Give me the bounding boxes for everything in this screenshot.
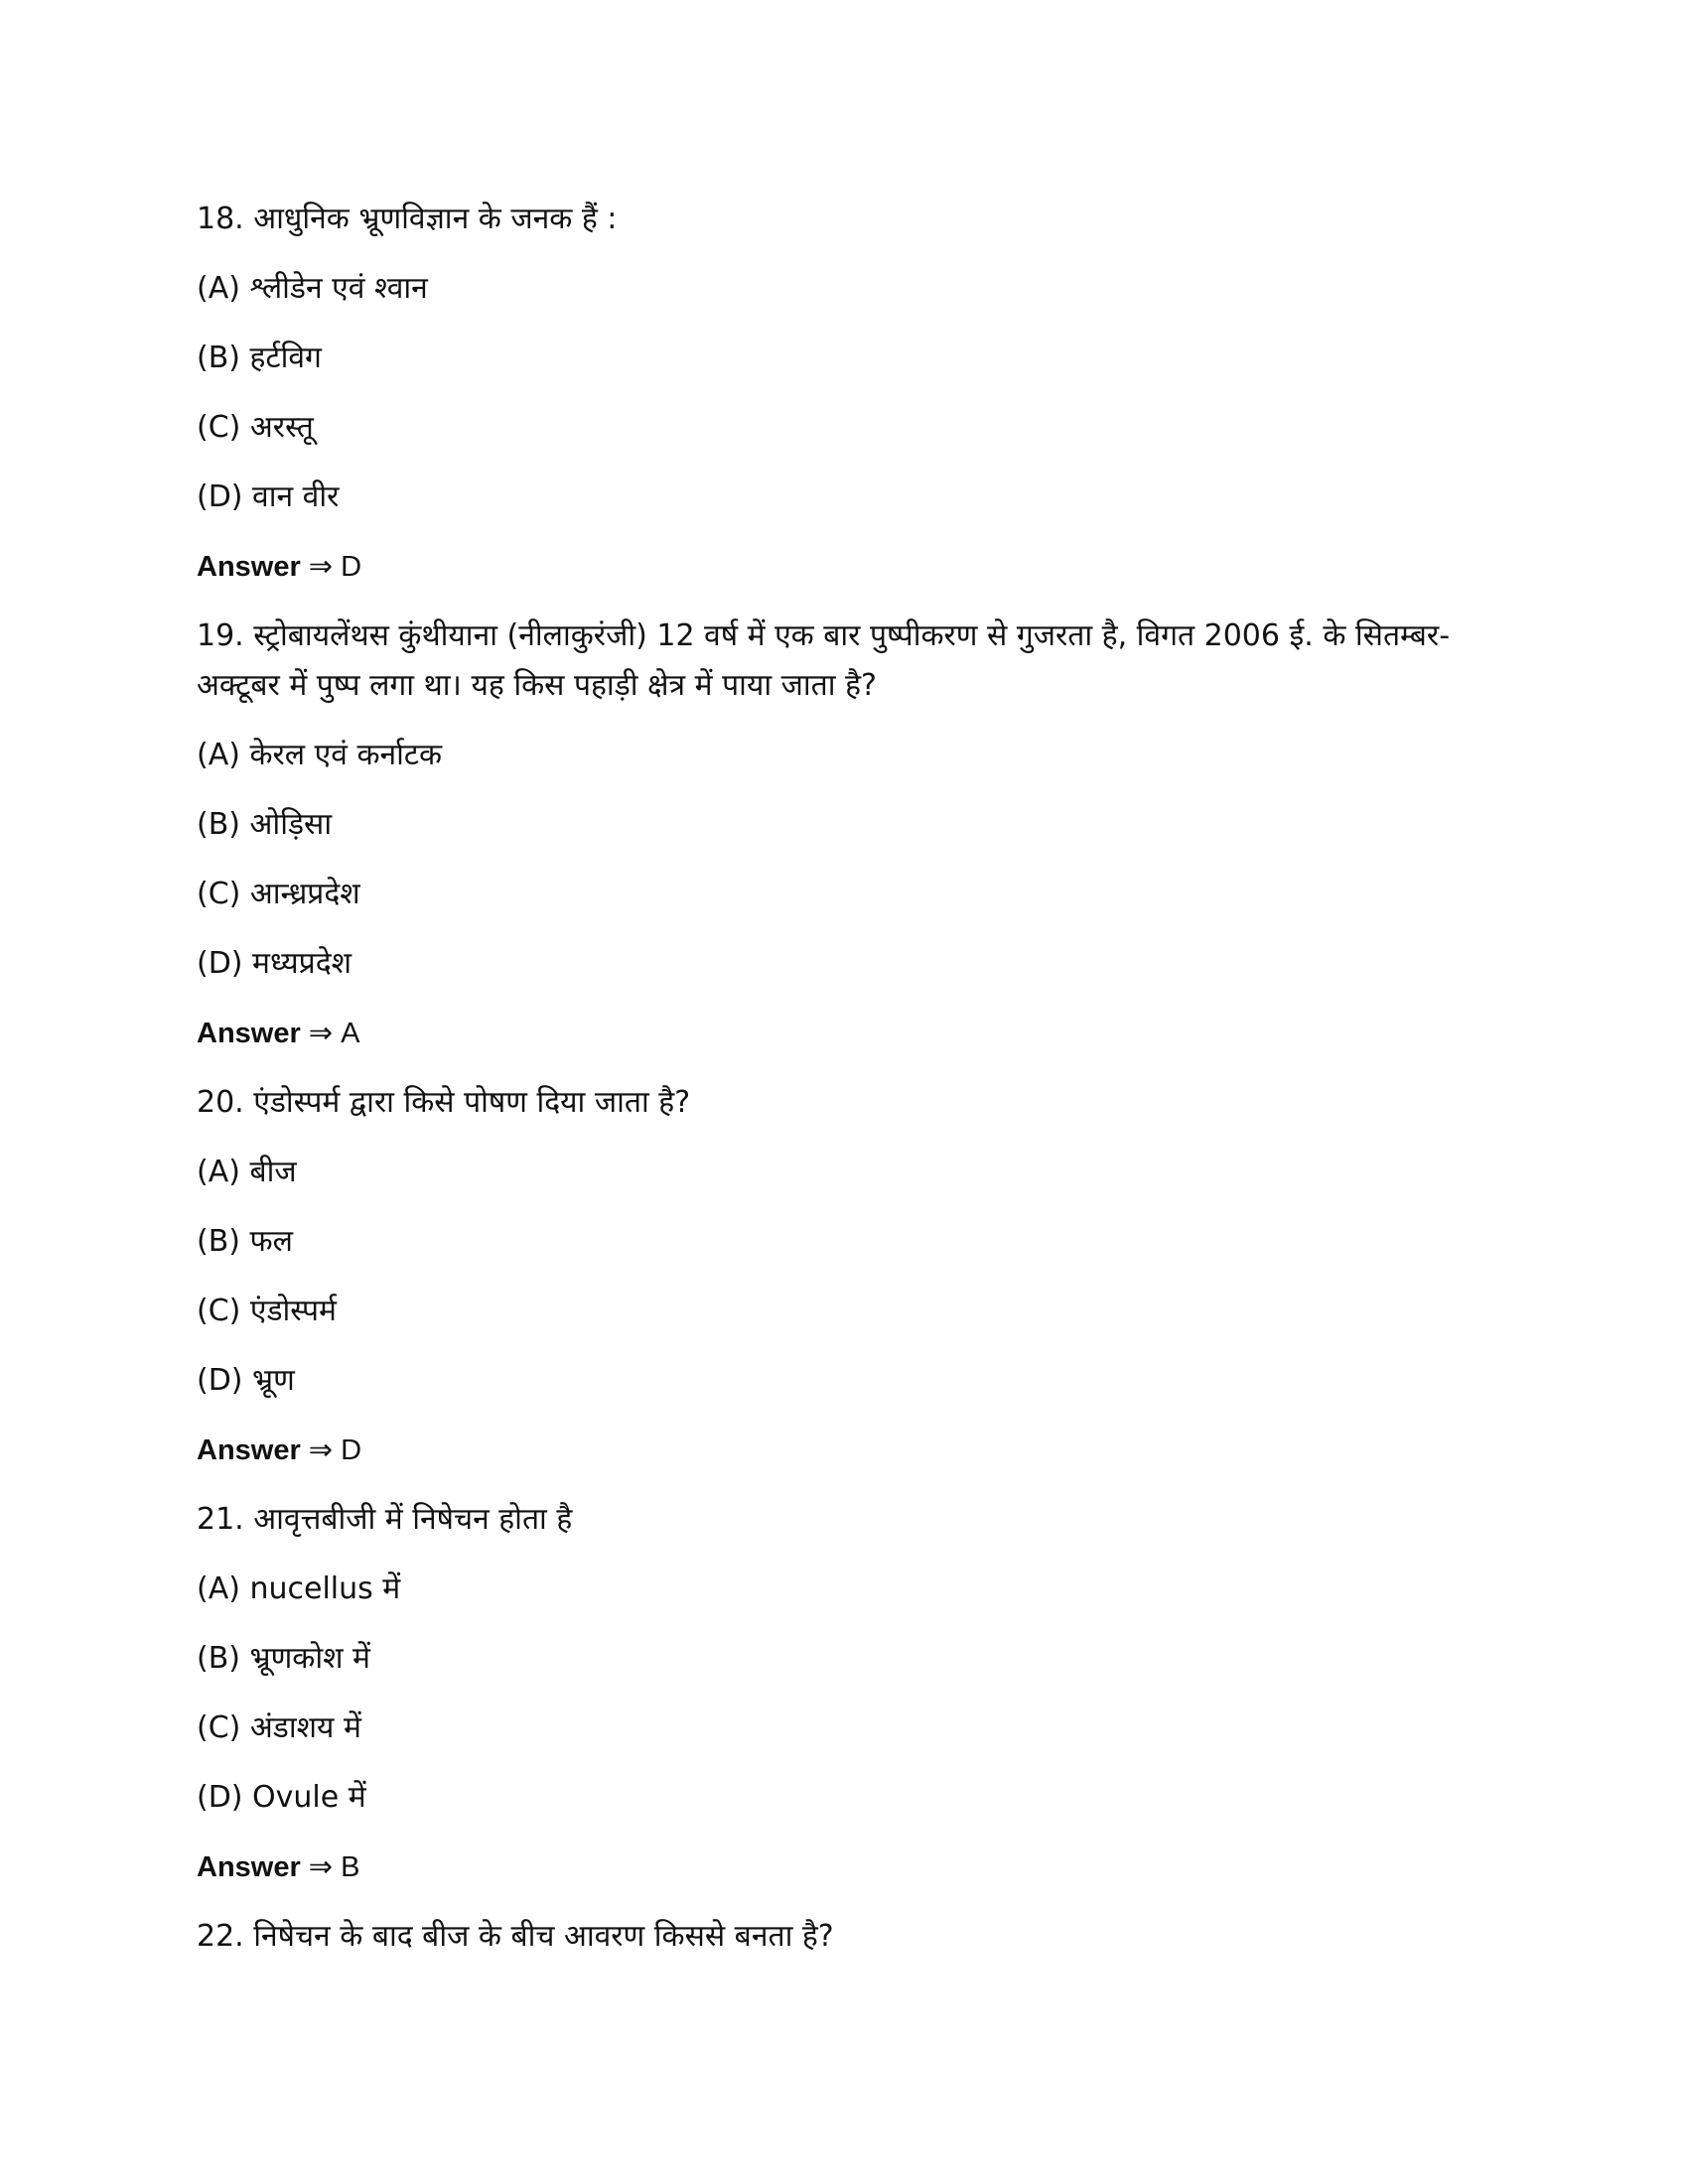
question-block-19 [197, 612, 1468, 1058]
question-text: 20. एंडोस्पर्म द्वारा किसे पोषण दिया जाता है? [197, 1085, 691, 1120]
option-d: (D) Ovule में [197, 1780, 366, 1815]
answer-line [197, 1009, 1468, 1058]
option-d: (D) वान वीर [197, 479, 340, 514]
question-text: 19. स्ट्रोबायलेंथस कुंथीयाना (नीलाकुरंजी) 12 वर्ष में एक बार पुष्पीकरण से गुजरता है, विगत 2006 ई. के सितम्बर-अक्टूबर में पुष्प लगा था। यह किस पहाड़ी क्षेत्र में पाया जाता है? [197, 618, 1451, 703]
option-a: (A) श्लीडेन एवं श्वान [197, 271, 428, 306]
option-b: (B) ओड़िसा [197, 807, 333, 842]
implies-arrow-icon: ⇒ [308, 1851, 334, 1883]
question-block-20 [197, 1078, 1468, 1475]
document-page [197, 195, 1468, 1981]
option-c: (C) एंडोस्पर्म [197, 1294, 337, 1328]
answer-line [197, 1426, 1468, 1475]
implies-arrow-icon: ⇒ [308, 1434, 334, 1466]
answer-value: D [341, 551, 362, 583]
answer-line [197, 1843, 1468, 1892]
option-a: (A) बीज [197, 1155, 297, 1189]
question-text: 22. निषेचन के बाद बीज के बीच आवरण किससे बनता है? [197, 1919, 834, 1954]
answer-label: Answer [197, 1851, 301, 1883]
option-b: (B) भ्रूणकोश में [197, 1641, 370, 1676]
answer-value: B [341, 1851, 360, 1883]
answer-line [197, 542, 1468, 592]
question-text: 21. आवृत्तबीजी में निषेचन होता है [197, 1502, 573, 1537]
question-text: 18. आधुनिक भ्रूणविज्ञान के जनक हैं : [197, 202, 618, 236]
option-a: (A) केरल एवं कर्नाटक [197, 738, 443, 772]
answer-label: Answer [197, 1434, 301, 1466]
question-block-22 [197, 1912, 1468, 1962]
implies-arrow-icon: ⇒ [308, 551, 334, 583]
question-block-21 [197, 1495, 1468, 1892]
answer-label: Answer [197, 1018, 301, 1049]
option-c: (C) आन्ध्रप्रदेश [197, 877, 360, 911]
question-block-18 [197, 195, 1468, 592]
answer-value: D [341, 1434, 362, 1466]
option-a: (A) nucellus में [197, 1571, 401, 1606]
implies-arrow-icon: ⇒ [308, 1018, 334, 1049]
option-c: (C) अंडाशय में [197, 1710, 361, 1745]
answer-value: A [341, 1018, 360, 1049]
answer-label: Answer [197, 551, 301, 583]
option-d: (D) मध्यप्रदेश [197, 946, 352, 981]
option-b: (B) हर्टविग [197, 341, 322, 375]
option-c: (C) अरस्तू [197, 410, 314, 445]
option-b: (B) फल [197, 1224, 293, 1259]
option-d: (D) भ्रूण [197, 1363, 295, 1398]
